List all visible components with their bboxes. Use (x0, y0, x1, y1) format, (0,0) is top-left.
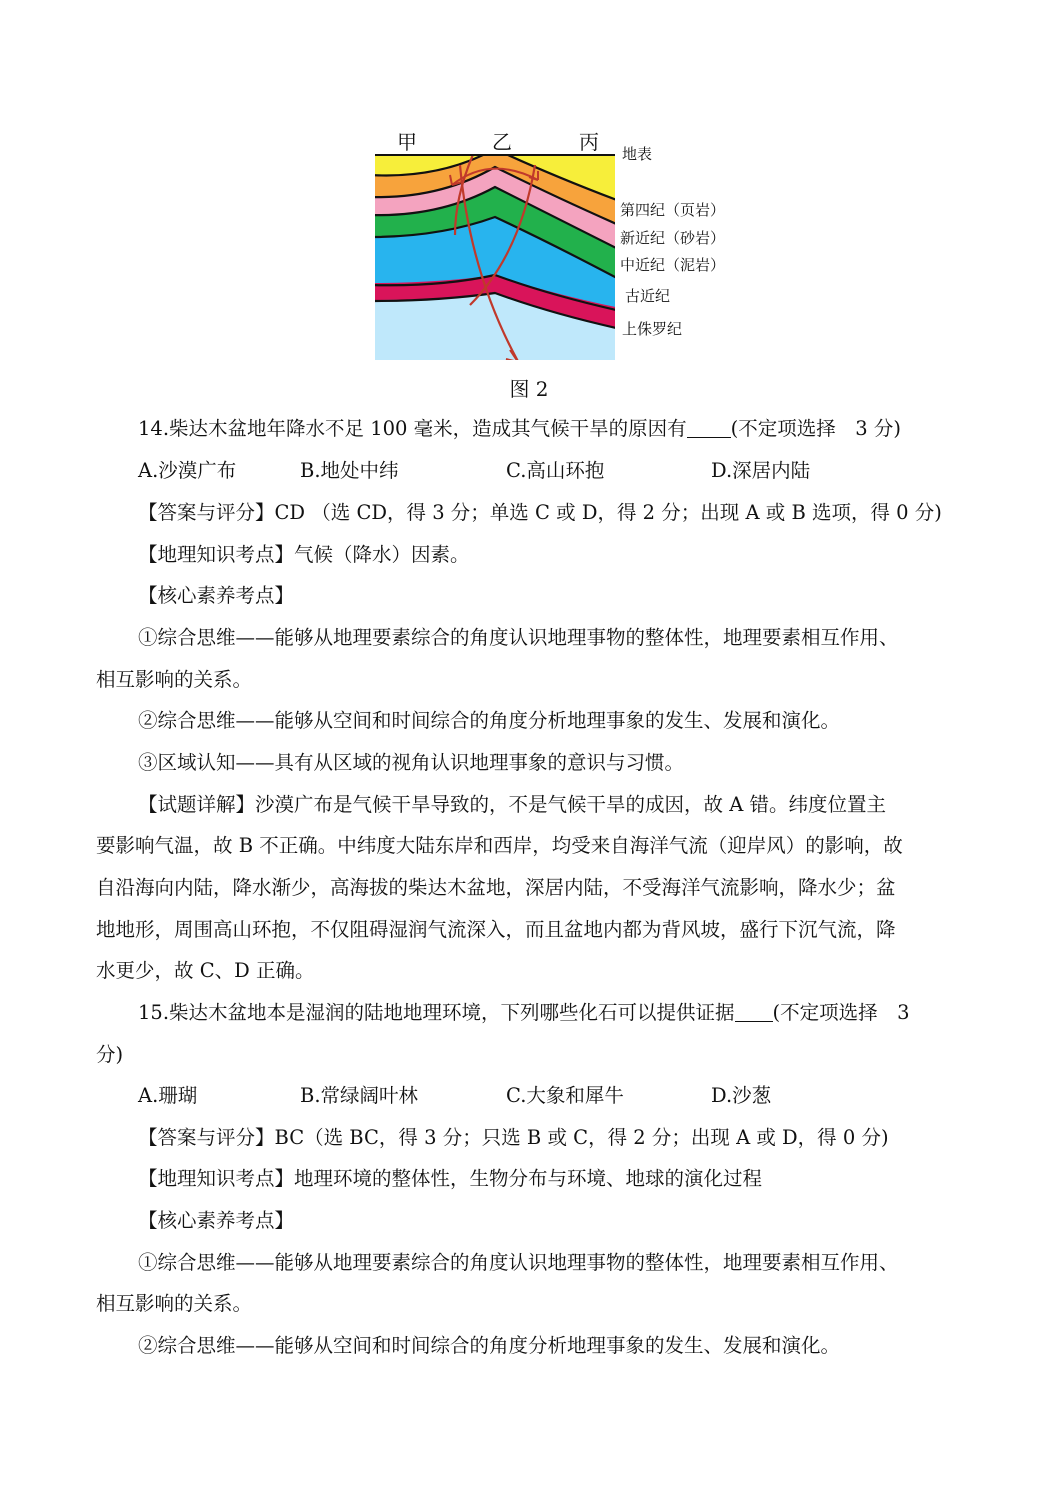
q14-core-3: ③区域认知——具有从区域的视角认识地理事象的意识与习惯。 (138, 751, 685, 774)
q15-option-c: C.大象和犀牛 (506, 1084, 624, 1107)
label-bing: 丙 (579, 130, 599, 154)
q14-detail-3: 自沿海向内陆，降水渐少，高海拔的柴达木盆地，深居内陆，不受海洋气流影响，降水少；盆 (96, 876, 896, 899)
layer-label-mid: 中近纪（泥岩） (620, 256, 726, 274)
label-jia: 甲 (397, 130, 417, 154)
q15-answer: 【答案与评分】BC（选 BC，得 3 分；只选 B 或 C，得 2 分；出现 A 或 D，得 0 分) (138, 1126, 889, 1149)
answer-blank (735, 999, 773, 1022)
q14-option-d: D.深居内陆 (711, 459, 811, 482)
q14-detail-4: 地地形，周围高山环抱，不仅阻碍湿润气流深入，而且盆地内都为背风坡，盛行下沉气流，降 (96, 918, 896, 941)
label-surface: 地表 (622, 145, 653, 163)
layer-label-jurassic: 上侏罗纪 (622, 320, 683, 338)
geology-cross-section-figure (370, 125, 750, 370)
q15-core-2: ②综合思维——能够从空间和时间综合的角度分析地理事象的发生、发展和演化。 (138, 1334, 841, 1357)
q15-option-a: A.珊瑚 (138, 1084, 198, 1107)
layer-label-paleogene: 古近纪 (625, 287, 671, 305)
q14-core-1b: 相互影响的关系。 (96, 668, 253, 691)
strata-block (370, 125, 630, 370)
q14-answer: 【答案与评分】CD （选 CD，得 3 分；单选 C 或 D，得 2 分；出现 A 或 B 选项，得 0 分) (138, 501, 942, 524)
q14-option-b: B.地处中纬 (300, 459, 399, 482)
q14-option-a: A.沙漠广布 (138, 459, 237, 482)
q15-option-d: D.沙葱 (711, 1084, 772, 1107)
q15-stem: 15.柴达木盆地本是湿润的陆地地理环境，下列哪些化石可以提供证据 (不定项选择 3 (138, 1001, 910, 1024)
q14-detail-5: 水更少，故 C、D 正确。 (96, 959, 315, 982)
q14-knowledge: 【地理知识考点】气候（降水）因素。 (138, 543, 470, 566)
q15-core-title: 【核心素养考点】 (138, 1209, 295, 1232)
q15-knowledge: 【地理知识考点】地理环境的整体性，生物分布与环境、地球的演化过程 (138, 1167, 763, 1190)
q14-core-2: ②综合思维——能够从空间和时间综合的角度分析地理事象的发生、发展和演化。 (138, 709, 841, 732)
q15-option-b: B.常绿阔叶林 (300, 1084, 419, 1107)
layer-label-neogene: 新近纪（砂岩） (620, 229, 726, 247)
q14-core-1a: ①综合思维——能够从地理要素综合的角度认识地理事物的整体性，地理要素相互作用、 (138, 626, 899, 649)
q14-detail-1: 【试题详解】沙漠广布是气候干旱导致的，不是气候干旱的成因，故 A 错。纬度位置主 (138, 793, 886, 816)
cross-section-svg (370, 125, 750, 370)
q15-core-1b: 相互影响的关系。 (96, 1292, 253, 1315)
label-yi: 乙 (492, 130, 512, 154)
q14-core-title: 【核心素养考点】 (138, 584, 295, 607)
q14-option-c: C.高山环抱 (506, 459, 605, 482)
q15-stem-line2: 分) (96, 1043, 124, 1066)
q14-detail-2: 要影响气温，故 B 不正确。中纬度大陆东岸和西岸，均受来自海洋气流（迎岸风）的影响，故 (96, 834, 903, 857)
layer-label-quaternary: 第四纪（页岩） (620, 201, 726, 219)
q14-stem: 14.柴达木盆地年降水不足 100 毫米，造成其气候干旱的原因有 (不定项选择 3 分) (138, 417, 901, 440)
answer-blank (687, 415, 731, 438)
q15-core-1a: ①综合思维——能够从地理要素综合的角度认识地理事物的整体性，地理要素相互作用、 (138, 1251, 899, 1274)
figure-caption: 图 2 (509, 377, 549, 401)
